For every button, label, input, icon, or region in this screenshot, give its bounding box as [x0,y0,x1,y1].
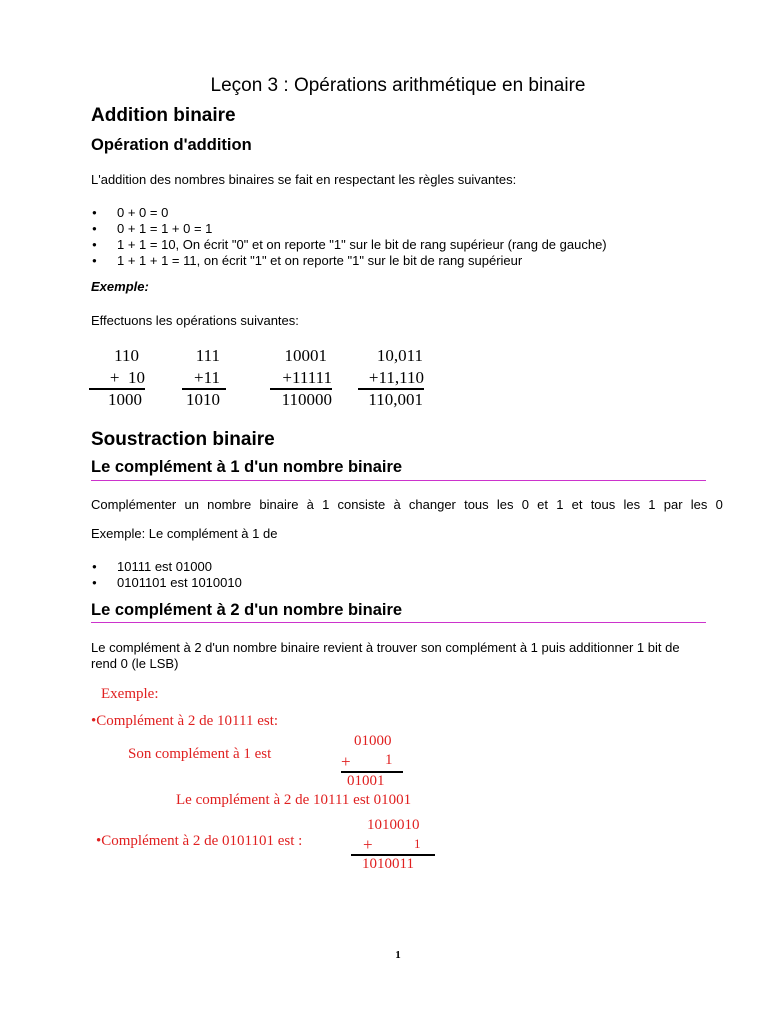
operation-result: 110000 [281,390,332,409]
example-intro: Effectuons les opérations suivantes: [91,313,299,328]
addition-operation-4 [352,346,424,412]
list-item: ● 1 + 1 + 1 = 11, on écrit "1" et on reporte "1" sur le bit de rang supérieur [91,253,607,269]
figure-example-label: Exemple: [101,686,159,702]
complement2-definition-line2: rend 0 (le LSB) [91,656,179,671]
figure-son-complement: Son complément à 1 est [128,746,272,762]
operand-bottom: + 10 [109,368,145,387]
operand-bottom: +11,110 [368,368,424,387]
list-item: ● 10111 est 01000 [91,559,242,575]
addition-intro: L'addition des nombres binaires se fait en respectant les règles suivantes: [91,172,517,187]
page-number: 1 [395,949,401,961]
figure-op1-plus: + [341,752,351,771]
complement1-definition [91,497,723,512]
complement1-heading: Le complément à 1 d'un nombre binaire [91,458,403,476]
list-item: ● 1 + 1 = 10, On écrit "0" et on reporte "1" sur le bit de rang supérieur (rang de gauche) [91,237,607,253]
operand-bottom: +11111 [282,368,332,387]
operation-result: 110,001 [368,390,423,409]
page-title: Leçon 3 : Opérations arithmétique en binaire [210,75,586,96]
operation-result: 1010 [186,390,220,409]
section-divider [91,480,706,481]
list-item: ● 0101101 est 1010010 [91,575,242,591]
addition-rules-list [91,205,607,269]
addition-operation-3 [268,346,332,412]
figure-op1-result: 01001 [347,773,385,789]
definition-text: Complémenter un nombre binaire à 1 consiste à changer tous les 0 et 1 et tous les 1 par les 0 [91,497,723,512]
complement2-heading: Le complément à 2 d'un nombre binaire [91,601,403,619]
figure-bullet-1: •Complément à 2 de 10111 est: [91,713,279,729]
figure-op2-one: 1 [414,836,421,851]
complement1-example-intro: Exemple: Le complément à 1 de [91,526,278,541]
operand-top: 10,011 [376,346,423,365]
addition-operation-1 [90,346,145,412]
figure-op1-one: 1 [385,752,393,768]
addition-heading: Addition binaire [91,105,236,126]
figure-op2-plus: + [363,835,373,854]
operation-result: 1000 [108,390,142,409]
list-item: ● 0 + 1 = 1 + 0 = 1 [91,221,607,237]
addition-subheading: Opération d'addition [91,136,252,154]
figure-op1-top: 01000 [354,733,392,749]
example-label: Exemple: [91,279,149,294]
complement2-definition-line1: Le complément à 2 d'un nombre binaire revient à trouver son complément à 1 puis additionner 1 bit de [91,640,680,655]
figure-bullet-2: •Complément à 2 de 0101101 est : [96,833,303,849]
operand-bottom: +11 [194,368,220,387]
addition-operation-2 [184,346,226,412]
section-divider [91,622,706,623]
operand-top: 110 [114,346,139,365]
operand-top: 10001 [284,346,327,365]
complement1-examples-list [91,559,242,591]
list-item: ● 0 + 0 = 0 [91,205,607,221]
figure-conclusion: Le complément à 2 de 10111 est 01001 [176,792,412,808]
soustraction-heading: Soustraction binaire [91,429,275,450]
operand-top: 111 [195,346,220,365]
figure-op2-result: 1010011 [362,856,414,872]
figure-op2-top: 1010010 [367,817,420,833]
